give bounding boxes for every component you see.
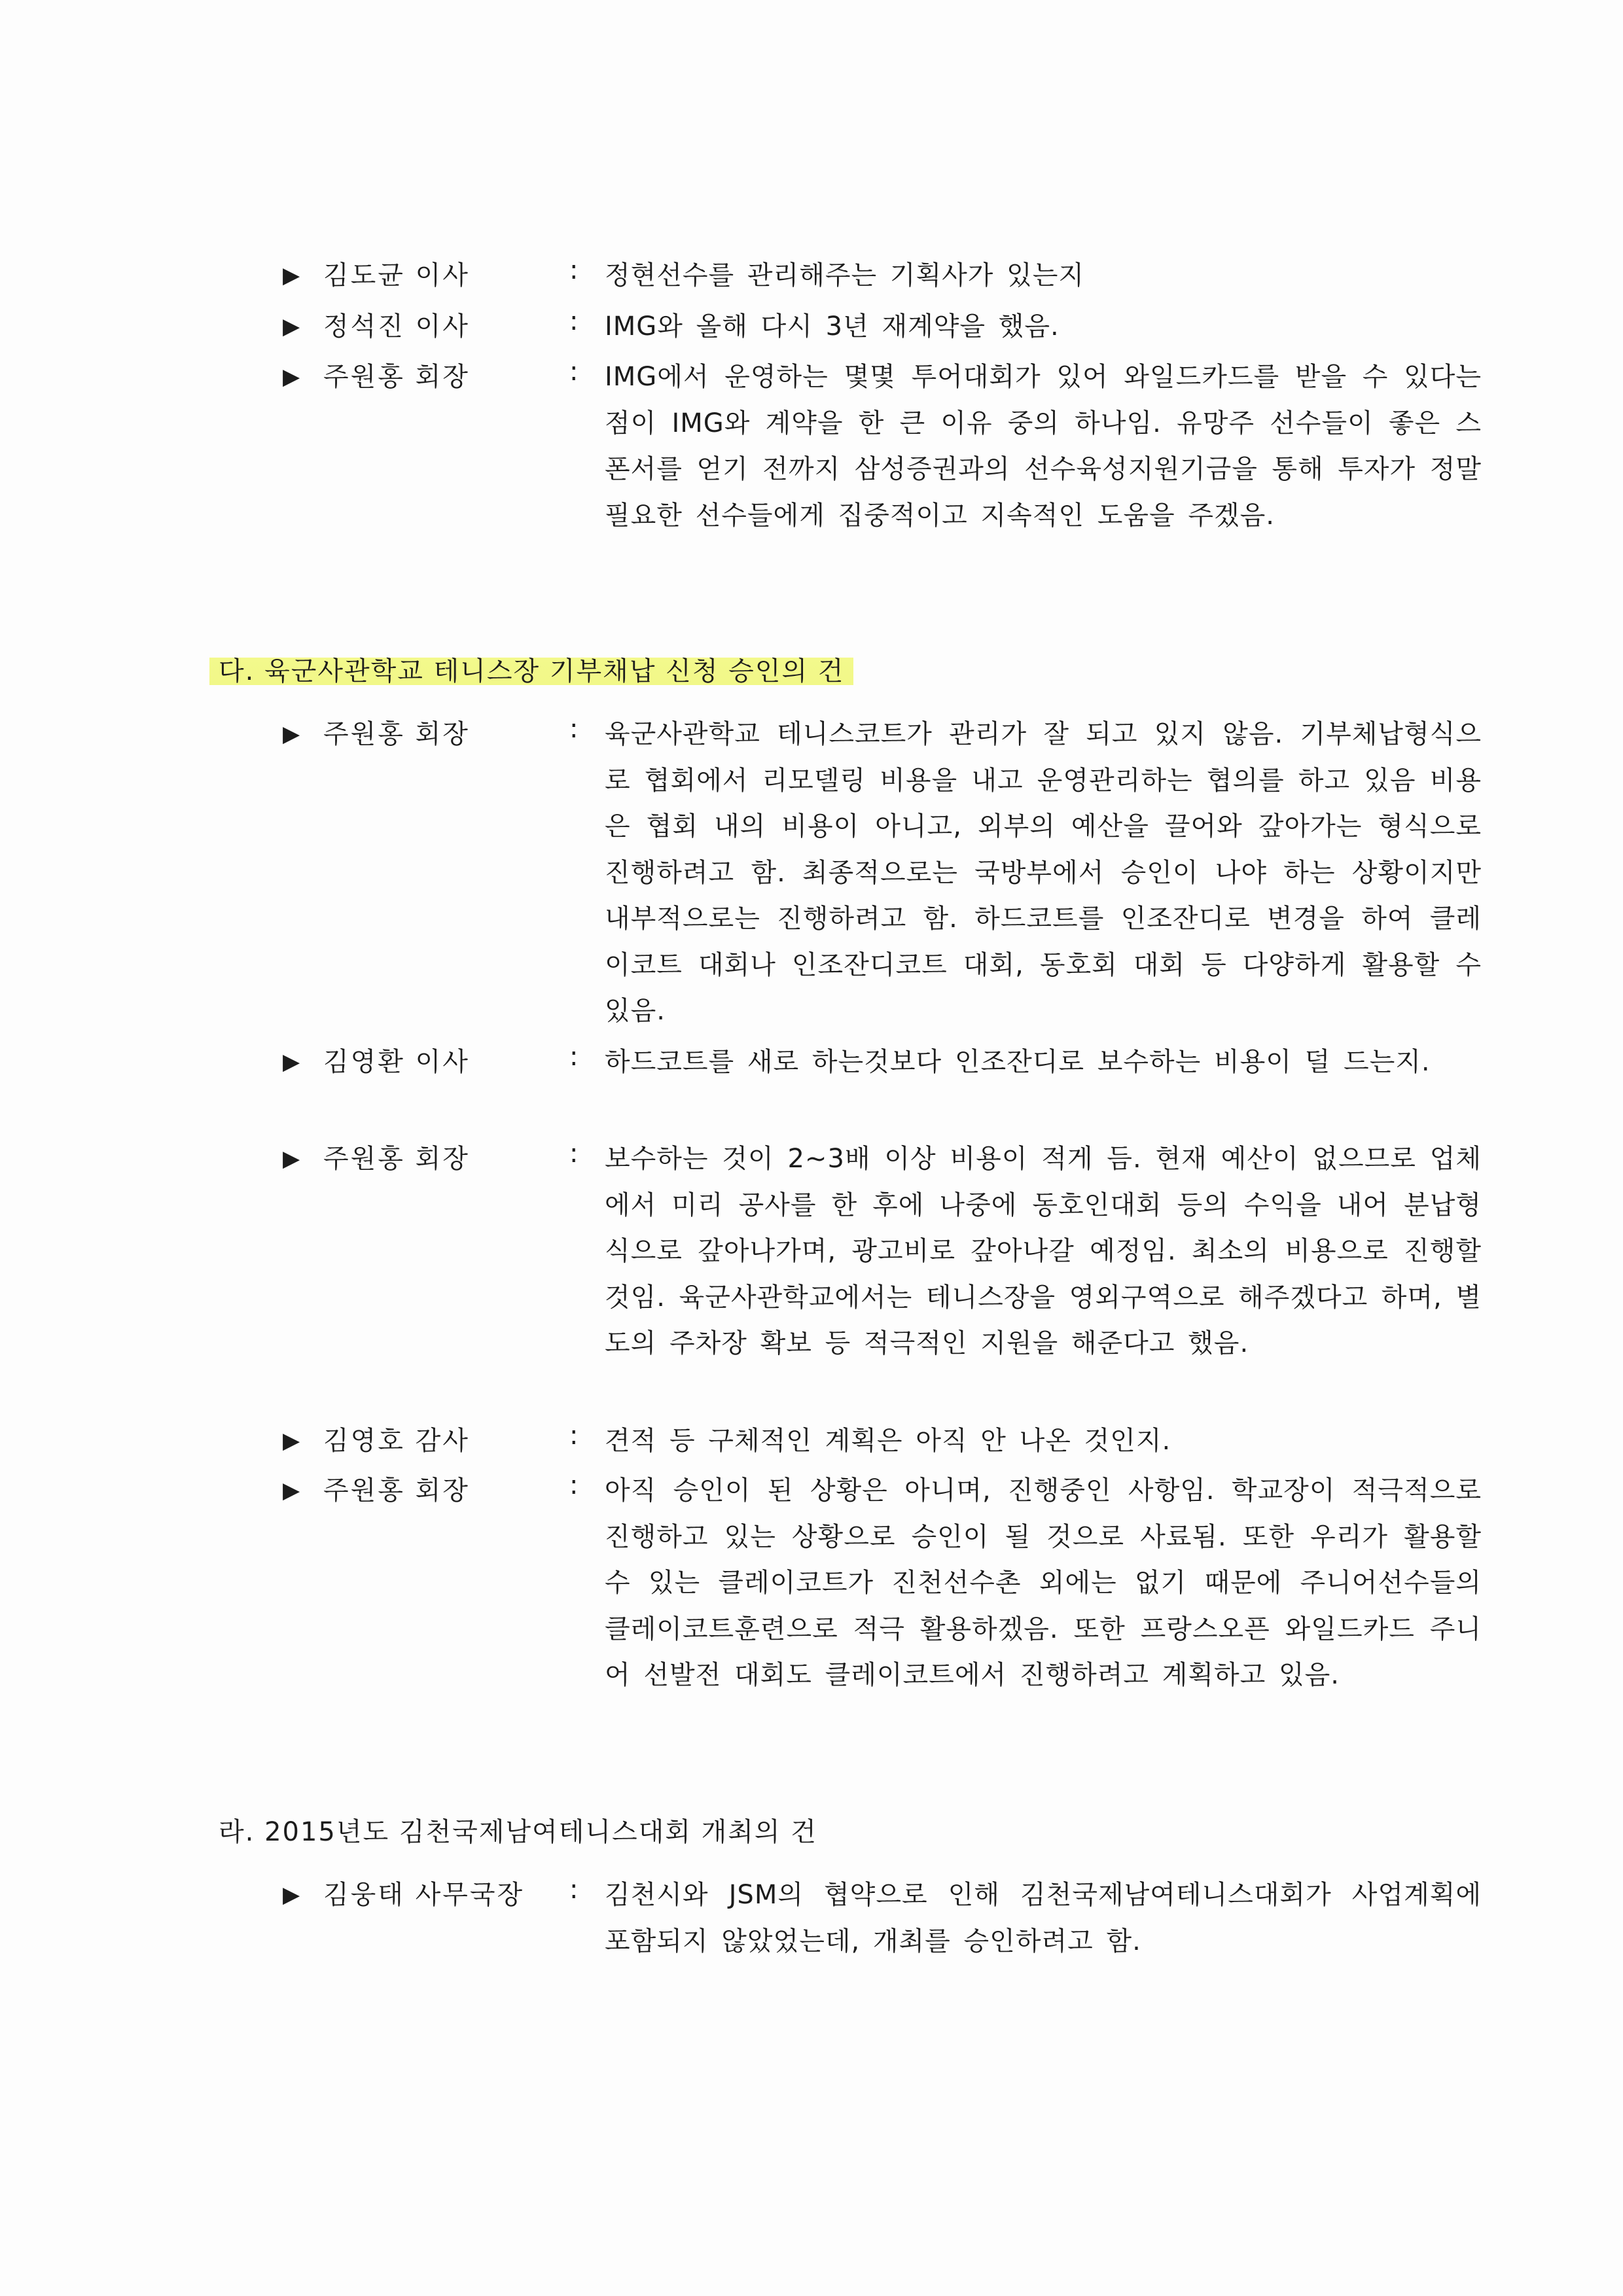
arrow-bullet-icon: ▶ [283,1428,300,1454]
colon-separator: : [569,1875,579,1905]
statement-text: 하드코트를 새로 하는것보다 인조잔디로 보수하는 비용이 덜 드는지. [605,1047,1431,1077]
statement-text: 견적 등 구체적인 계획은 아직 안 나온 것인지. [605,1426,1171,1456]
arrow-bullet-icon: ▶ [283,1049,300,1075]
statement-text: 아직 승인이 된 상황은 아니며, 진행중인 사항임. 학교장이 적극적으로 진행하고 있는 상황으로 승인이 될 것으로 사료됨. 또한 우리가 활용할 수 있는 클레이코트가 진천선수촌 외에는 없기 때문에 주니어선수들의 클레이코트훈련으로 적극 활용하겠음. 또한 프랑스오픈 와일드카드 주니어 선발전 대회도 클레이코트에서 진행하려고 계획하고 있음. [605,1475,1482,1690]
colon-separator: : [569,1139,579,1169]
colon-separator: : [569,306,579,336]
statement-text: 김천시와 JSM의 협약으로 인해 김천국제남여테니스대회가 사업계획에 포함되지 않았었는데, 개최를 승인하려고 함. [605,1880,1482,1956]
speaker-name: 주원홍 회장 [323,1475,470,1506]
arrow-bullet-icon: ▶ [283,721,300,747]
speaker-name: 주원홍 회장 [323,362,470,392]
colon-separator: : [569,714,579,744]
colon-separator: : [569,357,579,387]
statement-text: 보수하는 것이 2~3배 이상 비용이 적게 듬. 현재 예산이 없으므로 업체에서 미리 공사를 한 후에 나중에 동호인대회 등의 수익을 내어 분납형식으로 갚아나가며, 광고비로 갚아나갈 예정임. 최소의 비용으로 진행할 것임. 육군사관학교에서는 테니스장을 영외구역으로 해주겠다고 하며, 별도의 주차장 확보 등 적극적인 지원을 해준다고 했음. [605,1144,1482,1358]
speaker-name: 주원홍 회장 [323,1144,470,1174]
statement-text: IMG에서 운영하는 몇몇 투어대회가 있어 와일드카드를 받을 수 있다는 점이 IMG와 계약을 한 큰 이유 중의 하나임. 유망주 선수들이 좋은 스폰서를 얻기 전까지 삼성증권과의 선수육성지원기금을 통해 투자가 정말 필요한 선수들에게 집중적이고 지속적인 도움을 주겠음. [605,362,1482,531]
arrow-bullet-icon: ▶ [283,1882,300,1908]
section-heading [219,653,853,690]
highlighted-heading: 다. 육군사관학교 테니스장 기부채납 신청 승인의 건 [209,655,853,688]
statement-text: 육군사관학교 테니스코트가 관리가 잘 되고 있지 않음. 기부체납형식으로 협회에서 리모델링 비용을 내고 운영관리하는 협의를 하고 있음 비용은 협회 내의 비용이 아니고, 외부의 예산을 끌어와 갚아가는 형식으로 진행하려고 함. 최종적으로는 국방부에서 승인이 나야 하는 상황이지만 내부적으로는 진행하려고 함. 하드코트를 인조잔디로 변경을 하여 클레이코트 대회나 인조잔디코트 대회, 동호회 대회 등 다양하게 활용할 수 있음. [605,719,1482,1026]
colon-separator: : [569,255,579,285]
statement-text: 정현선수를 관리해주는 기획사가 있는지 [605,260,1085,291]
section-heading: 라. 2015년도 김천국제남여테니스대회 개최의 건 [219,1817,817,1847]
speaker-name: 정석진 이사 [323,311,470,342]
speaker-name: 김영환 이사 [323,1047,470,1077]
speaker-name: 김도균 이사 [323,260,470,291]
speaker-name: 김영호 감사 [323,1426,470,1456]
arrow-bullet-icon: ▶ [283,262,300,289]
arrow-bullet-icon: ▶ [283,364,300,390]
colon-separator: : [569,1421,579,1451]
arrow-bullet-icon: ▶ [283,313,300,340]
arrow-bullet-icon: ▶ [283,1146,300,1172]
colon-separator: : [569,1470,579,1500]
speaker-name: 김웅태 사무국장 [323,1880,525,1910]
speaker-name: 주원홍 회장 [323,719,470,749]
statement-text: IMG와 올해 다시 3년 재계약을 했음. [605,311,1060,342]
arrow-bullet-icon: ▶ [283,1477,300,1504]
colon-separator: : [569,1042,579,1072]
